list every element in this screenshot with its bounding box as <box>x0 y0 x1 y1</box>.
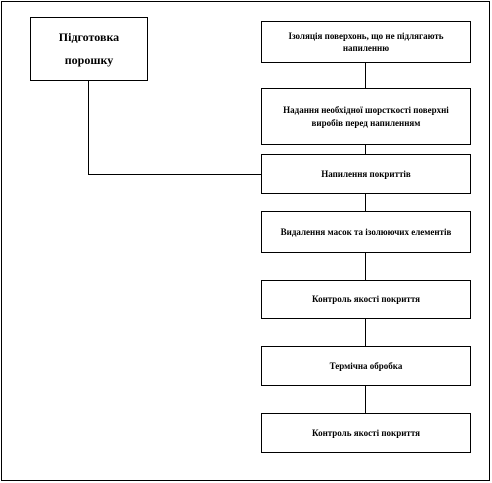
connector-step-6-7 <box>365 385 366 413</box>
step-label-1: Ізоляція поверхонь, що не підлягають напиленню <box>288 30 444 53</box>
step-box-1 <box>261 21 471 63</box>
connector-step-4-5 <box>365 252 366 280</box>
step-label-7: Контроль якості покриття <box>312 427 420 438</box>
step-label-6: Термічна обробка <box>329 360 403 371</box>
step-box-7 <box>261 413 471 453</box>
step-box-4 <box>261 211 471 253</box>
step-label-2: Надання необхідної шорсткості поверхні виробів перед напиленням <box>283 105 449 128</box>
connector-left-horizontal <box>88 174 262 175</box>
connector-step-2-3 <box>365 144 366 154</box>
step-box-6 <box>261 346 471 386</box>
step-label-3: Напилення покриттів <box>321 168 411 179</box>
connector-step-3-4 <box>365 193 366 211</box>
step-box-5 <box>261 280 471 319</box>
step-label-4: Видалення масок та ізолюючих елементів <box>280 226 452 237</box>
step-box-2 <box>261 88 471 145</box>
connector-left-vertical <box>88 80 89 175</box>
connector-step-5-6 <box>365 318 366 346</box>
step-box-3 <box>261 154 471 194</box>
powder-preparation-label: Підготовка порошку <box>58 30 120 67</box>
connector-step-1-2 <box>365 62 366 88</box>
step-label-5: Контроль якості покриття <box>312 294 420 305</box>
powder-preparation-box <box>30 17 148 81</box>
